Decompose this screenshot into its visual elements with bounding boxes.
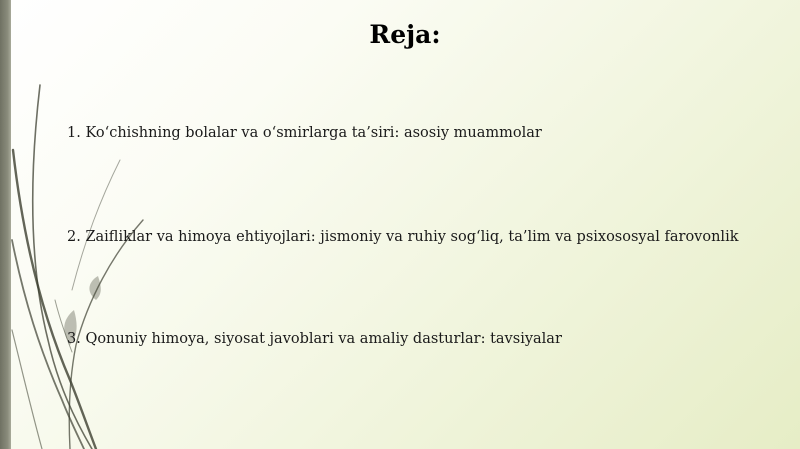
agenda-item-3: 3. Qonuniy himoya, siyosat javoblari va amaliy dasturlar: tavsiyalar bbox=[67, 331, 562, 347]
agenda-item-1: 1. Ko‘chishning bolalar va o‘smirlarga ta’siri: asosiy muammolar bbox=[67, 125, 542, 141]
slide-title: Reja: bbox=[369, 20, 441, 49]
agenda-item-2: 2. Zaifliklar va himoya ehtiyojlari: jismoniy va ruhiy sog‘liq, ta’lim va psixososyal farovonlik bbox=[67, 229, 739, 245]
